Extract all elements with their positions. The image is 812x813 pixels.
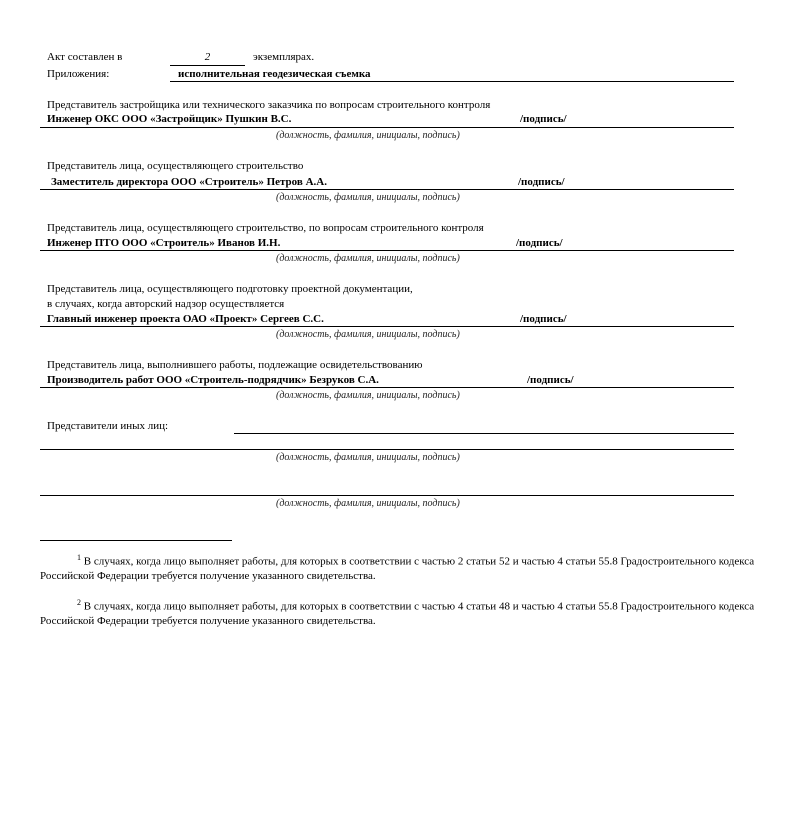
rep-5-name: Производитель работ ООО «Строитель-подрядчик» Безруков С.А. (47, 374, 379, 386)
rep-3-line (40, 250, 734, 251)
copies-label: Акт составлен в (47, 51, 123, 63)
rep-1-caption: (должность, фамилия, инициалы, подпись) (276, 130, 460, 141)
rep-1-title: Представитель застройщика или технического заказчика по вопросам строительного контроля (47, 99, 491, 111)
rep-5-signature: /подпись/ (527, 374, 574, 386)
others-line-3 (40, 495, 734, 496)
rep-2-caption: (должность, фамилия, инициалы, подпись) (276, 192, 460, 203)
rep-2-title: Представитель лица, осуществляющего строительство (47, 160, 304, 172)
footnote-1-text: В случаях, когда лицо выполняет работы, для которых в соответствии с частью 2 статьи 52 и частью 4 статьи 55.8 Градостроительного кодекса Российской Федерации требуется получение указанного свидетельства. (40, 555, 755, 582)
rep-1-line (40, 127, 734, 128)
footnote-separator (40, 540, 232, 541)
footnote-2 (40, 596, 775, 628)
rep-3-title: Представитель лица, осуществляющего строительство, по вопросам строительного контроля (47, 222, 484, 234)
rep-4-name: Главный инженер проекта ОАО «Проект» Сергеев С.С. (47, 313, 324, 325)
rep-4-title-2: в случаях, когда авторский надзор осуществляется (47, 298, 285, 310)
footnote-1 (40, 551, 775, 583)
copies-value: 2 (204, 51, 211, 63)
copies-underline (170, 65, 245, 66)
others-line-1 (234, 433, 734, 434)
rep-2-line (40, 189, 734, 190)
rep-5-title: Представитель лица, выполнившего работы, подлежащие освидетельствованию (47, 359, 423, 371)
others-label: Представители иных лиц: (47, 420, 169, 432)
rep-1-signature: /подпись/ (520, 113, 567, 125)
copies-suffix: экземплярах. (253, 51, 315, 63)
rep-3-name: Инженер ПТО ООО «Строитель» Иванов И.Н. (47, 237, 281, 249)
rep-4-caption: (должность, фамилия, инициалы, подпись) (276, 329, 460, 340)
attachments-label: Приложения: (47, 68, 110, 80)
rep-4-title: Представитель лица, осуществляющего подготовку проектной документации, (47, 283, 413, 295)
attachments-value: исполнительная геодезическая съемка (178, 68, 371, 80)
rep-5-caption: (должность, фамилия, инициалы, подпись) (276, 390, 460, 401)
footnote-1-mark: 1 (77, 553, 81, 562)
rep-1-name: Инженер ОКС ООО «Застройщик» Пушкин В.С. (47, 113, 292, 125)
others-caption-2: (должность, фамилия, инициалы, подпись) (276, 498, 460, 509)
rep-3-caption: (должность, фамилия, инициалы, подпись) (276, 253, 460, 264)
others-caption-1: (должность, фамилия, инициалы, подпись) (276, 452, 460, 463)
rep-4-line (40, 326, 734, 327)
footnote-2-mark: 2 (77, 598, 81, 607)
footnote-2-text: В случаях, когда лицо выполняет работы, для которых в соответствии с частью 4 статьи 48 и частью 4 статьи 55.8 Градостроительного кодекса Российской Федерации требуется получение указанного свидетельства. (40, 600, 755, 627)
rep-4-signature: /подпись/ (520, 313, 567, 325)
rep-3-signature: /подпись/ (516, 237, 563, 249)
rep-5-line (40, 387, 734, 388)
others-line-2 (40, 449, 734, 450)
rep-2-signature: /подпись/ (518, 176, 565, 188)
attachments-underline (170, 81, 734, 82)
rep-2-name: Заместитель директора ООО «Строитель» Петров А.А. (51, 176, 327, 188)
